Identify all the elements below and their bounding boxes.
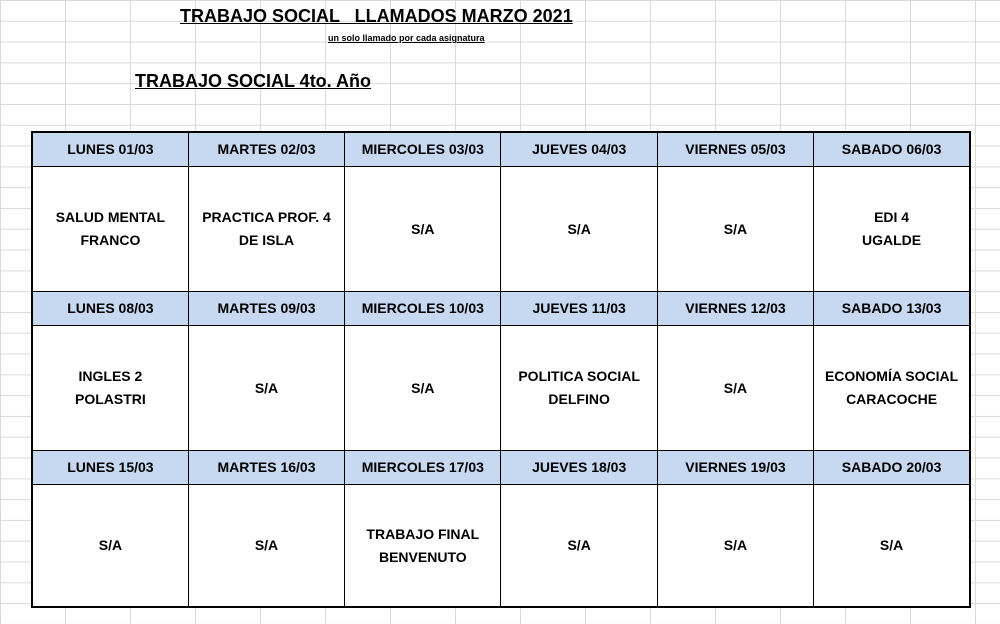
day-cell[interactable]: VIERNES 05/03 bbox=[657, 132, 813, 167]
no-exam-label: S/A bbox=[254, 537, 279, 553]
exam-cell[interactable] bbox=[188, 326, 344, 451]
week-1-day-row bbox=[32, 132, 970, 167]
day-cell[interactable]: MARTES 16/03 bbox=[188, 451, 344, 485]
no-exam-label: S/A bbox=[723, 537, 748, 553]
exam-cell[interactable] bbox=[814, 485, 970, 608]
subject-name: PRACTICA PROF. 4 bbox=[202, 209, 331, 225]
page-title: TRABAJO SOCIAL LLAMADOS MARZO 2021 bbox=[180, 6, 573, 26]
week-3-day-row bbox=[32, 451, 970, 485]
exam-cell[interactable] bbox=[32, 167, 188, 292]
subject-name: INGLES 2 bbox=[78, 368, 143, 384]
exam-cell[interactable] bbox=[501, 326, 657, 451]
exam-cell[interactable] bbox=[657, 326, 813, 451]
exam-cell[interactable] bbox=[32, 485, 188, 608]
no-exam-label: S/A bbox=[411, 379, 435, 396]
exam-cell[interactable] bbox=[345, 167, 501, 292]
professor-name: FRANCO bbox=[80, 232, 141, 248]
day-cell[interactable]: SABADO 20/03 bbox=[814, 451, 970, 485]
professor-name: BENVENUTO bbox=[378, 548, 467, 565]
exam-schedule-table bbox=[31, 131, 971, 608]
no-exam-label: S/A bbox=[411, 220, 435, 237]
subject-name: ECONOMÍA SOCIAL bbox=[824, 368, 959, 384]
exam-cell[interactable] bbox=[657, 167, 813, 292]
exam-cell[interactable] bbox=[345, 326, 501, 451]
professor-name: DELFINO bbox=[548, 391, 610, 407]
day-cell[interactable]: SABADO 13/03 bbox=[814, 292, 970, 326]
day-cell[interactable]: VIERNES 19/03 bbox=[657, 451, 813, 485]
exam-cell[interactable] bbox=[188, 485, 344, 608]
exam-cell[interactable] bbox=[657, 485, 813, 608]
week-2-exam-row bbox=[32, 326, 970, 451]
exam-cell[interactable] bbox=[188, 167, 344, 292]
section-title: TRABAJO SOCIAL 4to. Año bbox=[135, 71, 372, 91]
exam-cell[interactable] bbox=[32, 326, 188, 451]
professor-name: DE ISLA bbox=[238, 232, 295, 248]
exam-cell[interactable] bbox=[814, 167, 970, 292]
day-cell[interactable]: LUNES 01/03 bbox=[32, 132, 188, 167]
no-exam-label: S/A bbox=[567, 537, 591, 553]
no-exam-label: S/A bbox=[98, 537, 123, 553]
subject-name: TRABAJO FINAL bbox=[366, 525, 480, 542]
professor-name: POLASTRI bbox=[75, 391, 146, 407]
day-cell[interactable]: MIERCOLES 10/03 bbox=[345, 292, 501, 326]
no-exam-label: S/A bbox=[723, 379, 748, 396]
week-2-day-row bbox=[32, 292, 970, 326]
day-cell[interactable]: LUNES 08/03 bbox=[32, 292, 188, 326]
exam-cell[interactable] bbox=[501, 167, 657, 292]
no-exam-label: S/A bbox=[723, 220, 748, 237]
day-cell[interactable]: VIERNES 12/03 bbox=[657, 292, 813, 326]
no-exam-label: S/A bbox=[567, 220, 591, 237]
professor-name: CARACOCHE bbox=[846, 391, 938, 407]
exam-cell[interactable] bbox=[345, 485, 501, 608]
exam-cell[interactable] bbox=[814, 326, 970, 451]
day-cell[interactable]: JUEVES 18/03 bbox=[501, 451, 657, 485]
day-cell[interactable]: MIERCOLES 17/03 bbox=[345, 451, 501, 485]
week-3-exam-row bbox=[32, 485, 970, 608]
week-1-exam-row bbox=[32, 167, 970, 292]
day-cell[interactable]: MIERCOLES 03/03 bbox=[345, 132, 501, 167]
page-subtitle: un solo llamado por cada asignatura bbox=[328, 33, 485, 43]
day-cell[interactable]: SABADO 06/03 bbox=[814, 132, 970, 167]
subject-name: POLITICA SOCIAL bbox=[518, 368, 640, 384]
no-exam-label: S/A bbox=[879, 537, 904, 553]
day-cell[interactable]: MARTES 09/03 bbox=[188, 292, 344, 326]
day-cell[interactable]: LUNES 15/03 bbox=[32, 451, 188, 485]
subject-name: EDI 4 bbox=[874, 209, 910, 225]
day-cell[interactable]: MARTES 02/03 bbox=[188, 132, 344, 167]
exam-cell[interactable] bbox=[501, 485, 657, 608]
day-cell[interactable]: JUEVES 11/03 bbox=[501, 292, 657, 326]
no-exam-label: S/A bbox=[254, 379, 279, 396]
subject-name: SALUD MENTAL bbox=[55, 209, 166, 225]
day-cell[interactable]: JUEVES 04/03 bbox=[501, 132, 657, 167]
professor-name: UGALDE bbox=[862, 232, 922, 248]
